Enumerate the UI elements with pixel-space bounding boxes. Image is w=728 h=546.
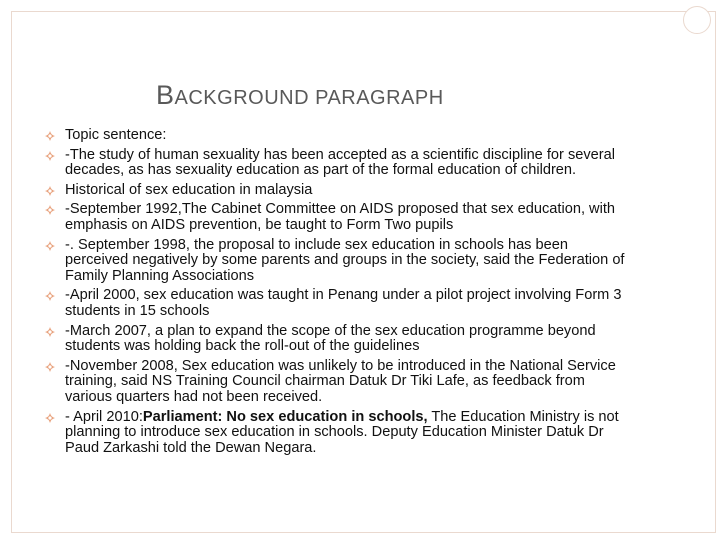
fleur-bullet-icon (45, 241, 55, 251)
fleur-bullet-icon (45, 327, 55, 337)
slide-title (156, 79, 444, 114)
fleur-bullet-icon (45, 291, 55, 301)
corner-circle-decoration (683, 6, 711, 34)
bullet-item (45, 288, 635, 319)
bullet-text: -April 2000, sex education was taught in Penang under a pilot project involving Form 3 students in 15 schools (65, 287, 622, 319)
bullet-text: Historical of sex education in malaysia (65, 181, 313, 198)
fleur-bullet-icon (45, 362, 55, 372)
bullet-item (45, 238, 635, 285)
bullet-item (45, 128, 635, 144)
bullet-item (45, 202, 635, 233)
bullet-item (45, 410, 635, 457)
fleur-bullet-icon (45, 151, 55, 161)
bullet-item (45, 359, 635, 406)
bullet-text: -. September 1998, the proposal to include sex education in schools has been perceived negatively by some parents and groups in the society, said the Federation of Family Planning Associations (65, 236, 625, 284)
bullet-text-bold: Parliament: No sex education in schools, (142, 408, 428, 425)
slide-title-initial: B (156, 80, 175, 110)
bullet-item (45, 324, 635, 355)
bullet-list (45, 128, 635, 460)
fleur-bullet-icon (45, 131, 55, 141)
bullet-item (45, 183, 635, 199)
bullet-text-suffix: The Education Ministry is not planning to introduce sex education in schools. Deputy Education Minister Datuk Dr Paud Zarkashi told the Dewan Negara. (65, 408, 619, 456)
fleur-bullet-icon (45, 186, 55, 196)
bullet-text: -March 2007, a plan to expand the scope of the sex education programme beyond students was holding back the roll-out of the guidelines (65, 322, 596, 355)
slide-title-rest: ACKGROUND PARAGRAPH (174, 87, 444, 109)
bullet-text: -The study of human sexuality has been accepted as a scientific discipline for several decades, as has sexuality education as part of the formal education of children. (65, 146, 615, 179)
fleur-bullet-icon (45, 413, 55, 423)
bullet-text: -September 1992,The Cabinet Committee on AIDS proposed that sex education, with emphasis on AIDS prevention, be taught to Form Two pupils (65, 201, 616, 233)
bullet-text-prefix: - April 2010: (65, 408, 143, 425)
bullet-text: -November 2008, Sex education was unlikely to be introduced in the National Service training, said NS Training Council chairman Datuk Dr Tiki Lafe, as feedback from various quarters had not been received. (65, 357, 616, 405)
bullet-item (45, 148, 635, 179)
fleur-bullet-icon (45, 205, 55, 215)
bullet-text: Topic sentence: (65, 127, 167, 143)
